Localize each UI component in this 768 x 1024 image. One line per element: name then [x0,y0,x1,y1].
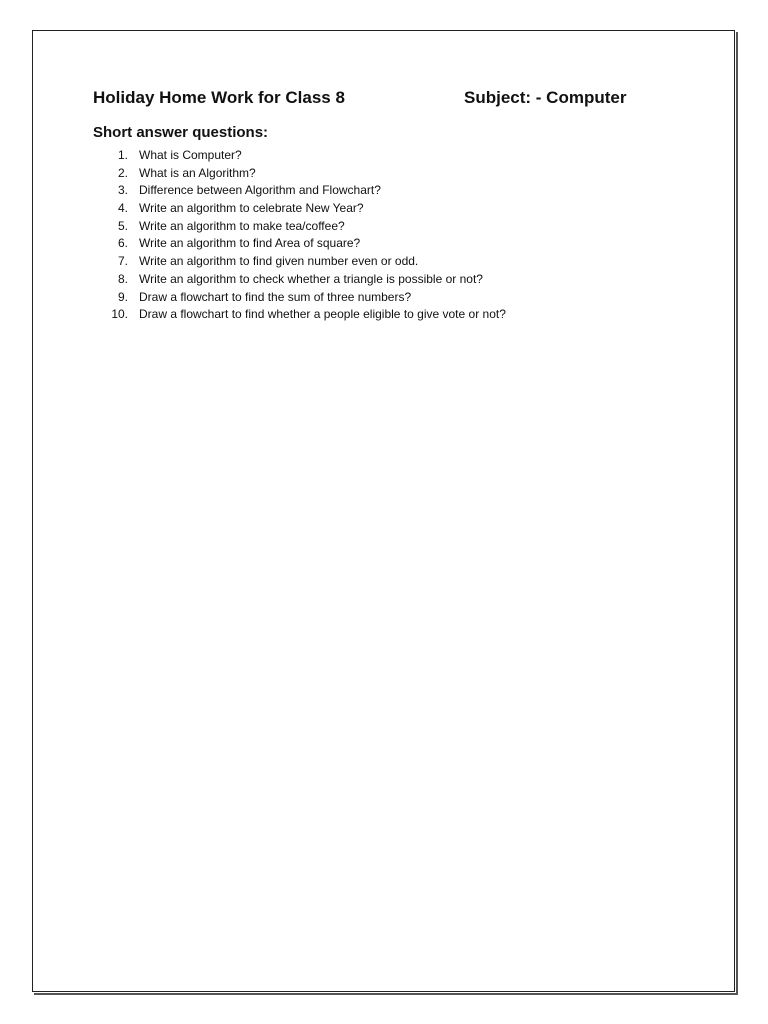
question-item [108,218,506,236]
question-item [108,235,506,253]
page-border-shadow-bottom [34,993,738,995]
question-text: What is Computer? [139,148,242,162]
document-title: Holiday Home Work for Class 8 [93,88,345,107]
question-text: Draw a flowchart to find whether a people eligible to give vote or not? [139,307,506,322]
question-number: 4. [117,201,128,216]
question-item [108,289,506,307]
question-text: What is an Algorithm? [139,165,256,180]
question-number: 8. [117,271,128,286]
question-number: 7. [117,254,128,269]
question-number: 5. [117,218,128,233]
question-text: Write an algorithm to make tea/coffee? [139,218,345,233]
question-text: Difference between Algorithm and Flowchart? [139,183,381,198]
question-item [108,306,506,324]
question-item [108,271,506,289]
question-text: Write an algorithm to check whether a triangle is possible or not? [139,271,483,286]
question-list [108,147,506,324]
question-text: Write an algorithm to celebrate New Year? [139,201,364,216]
question-item [108,147,506,165]
question-number: 2. [117,165,128,180]
question-text: Write an algorithm to find Area of square? [139,236,361,251]
subject-label: Subject: - Computer [464,88,627,107]
question-item [108,165,506,183]
question-number: 10. [111,307,128,322]
question-text: Draw a flowchart to find the sum of three numbers? [139,289,412,304]
question-text: Write an algorithm to find given number even or odd. [139,254,419,269]
question-number: 3. [117,183,128,198]
heading-row [93,88,693,112]
question-item [108,200,506,218]
section-title: Short answer questions: [93,124,269,141]
page-border-shadow-right [736,32,738,995]
question-number: 6. [117,236,128,251]
question-item [108,253,506,271]
question-number: 9. [117,289,128,304]
question-item [108,182,506,200]
question-number: 1. [117,148,128,162]
